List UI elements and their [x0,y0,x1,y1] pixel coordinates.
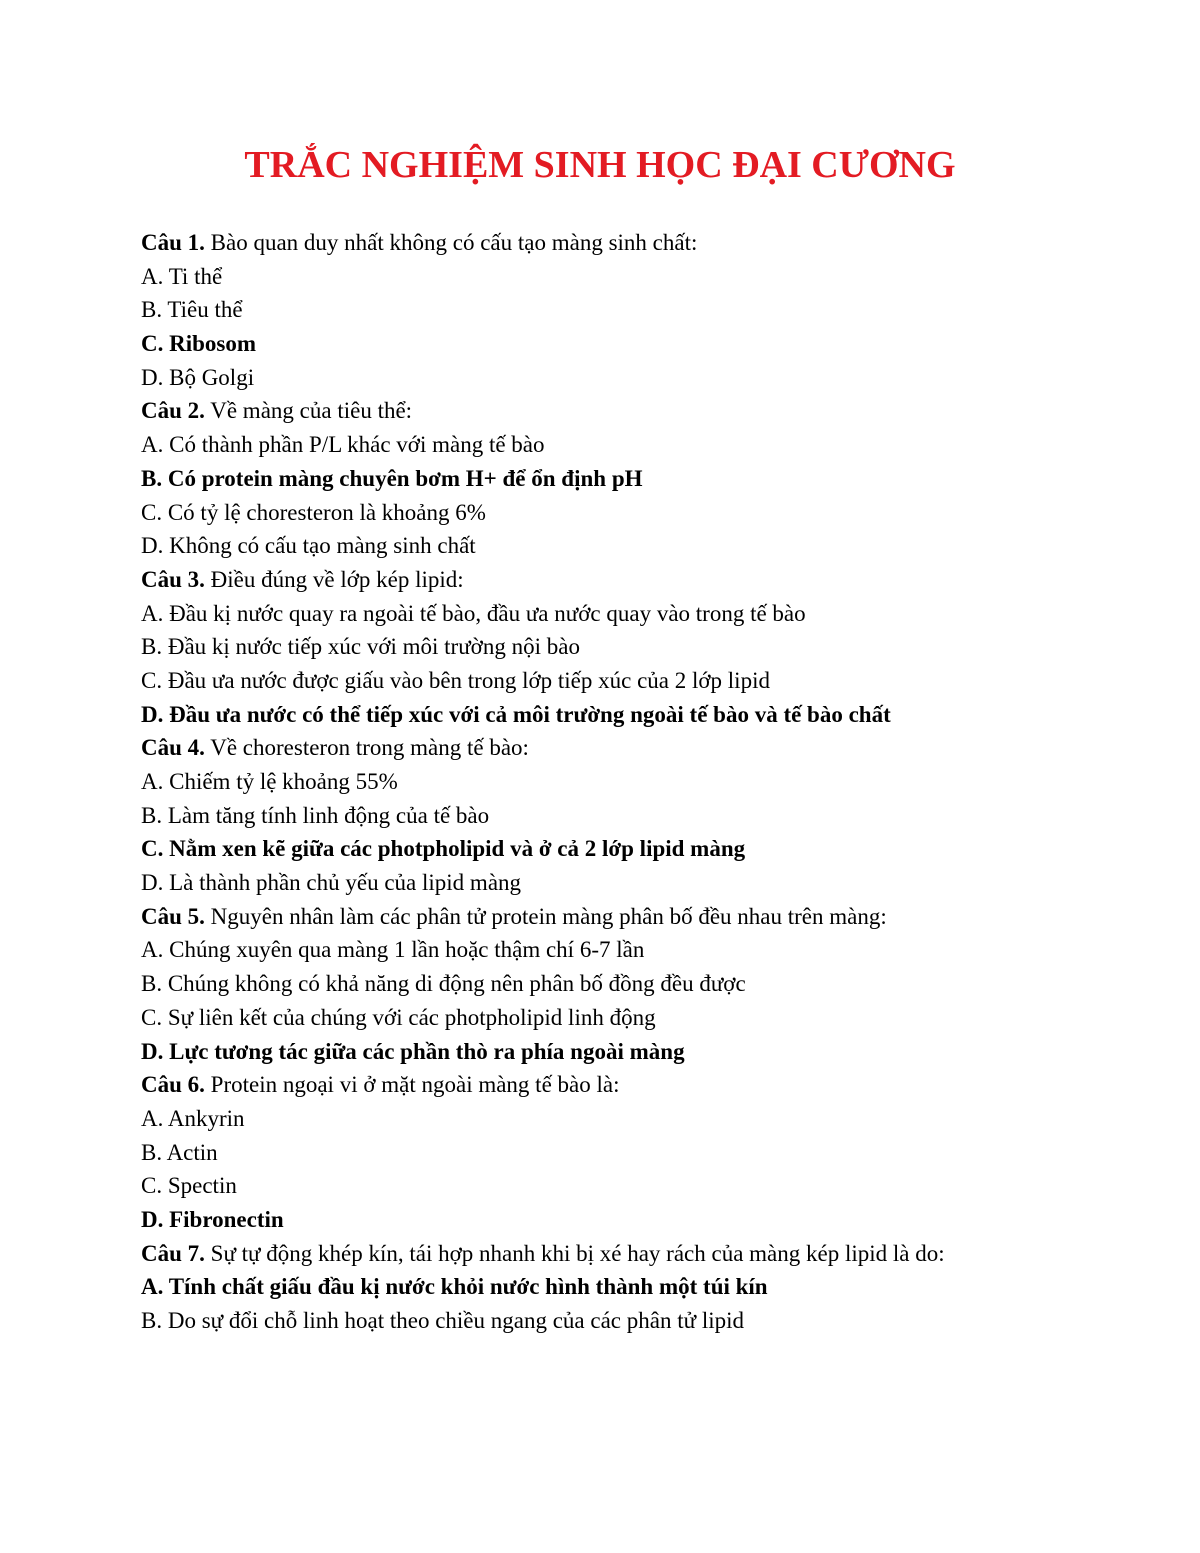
question-text: Về màng của tiêu thể: [204,398,413,424]
answer-option: C. Sự liên kết của chúng với các photpholipid linh động [141,1004,656,1030]
answer-option-correct: C. Ribosom [141,331,257,357]
question-text: Bào quan duy nhất không có cấu tạo màng sinh chất: [204,230,698,255]
question-number: Câu 2. [141,398,205,424]
question-7 [141,1237,1101,1271]
question-number: Câu 4. [141,735,205,761]
answer-option: D. Không có cấu tạo màng sinh chất [141,533,476,559]
answer-option: B. Do sự đổi chỗ linh hoạt theo chiều ngang của các phân tử lipid [141,1308,744,1333]
question-number: Câu 5. [141,903,205,929]
question-text: Điều đúng về lớp kép lipid: [204,566,464,592]
answer-option: A. Chiếm tỷ lệ khoảng 55% [141,769,398,794]
question-6 [141,1068,1101,1102]
question-text: Nguyên nhân làm các phân tử protein màng phân bố đều nhau trên màng: [204,903,887,929]
answer-option: A. Chúng xuyên qua màng 1 lần hoặc thậm chí 6-7 lần [141,937,645,963]
answer-option: C. Có tỷ lệ choresteron là khoảng 6% [141,499,486,525]
question-number: Câu 6. [141,1072,205,1098]
answer-option: A. Ankyrin [141,1105,245,1131]
answer-option: A. Ti thể [141,263,223,289]
answer-option: B. Làm tăng tính linh động của tế bào [141,802,490,828]
question-text: Sự tự động khép kín, tái hợp nhanh khi bị xé hay rách của màng kép lipid là do: [204,1240,945,1266]
answer-option: C. Spectin [141,1173,237,1199]
answer-option-correct: B. Có protein màng chuyên bơm H+ để ổn định pH [141,465,643,491]
question-5 [141,900,1101,934]
document-title: TRẮC NGHIỆM SINH HỌC ĐẠI CƯƠNG [244,144,956,186]
question-number: Câu 7. [141,1240,205,1266]
answer-option-correct: D. Lực tương tác giữa các phần thò ra phía ngoài màng [141,1038,685,1064]
question-number: Câu 1. [141,230,205,255]
question-text: Về choresteron trong màng tế bào: [204,735,529,761]
answer-option: B. Tiêu thể [141,297,243,323]
answer-option-correct: C. Nằm xen kẽ giữa các photpholipid và ở cả 2 lớp lipid màng [141,836,746,862]
question-1 [141,226,1101,260]
question-text: Protein ngoại vi ở mặt ngoài màng tế bào là: [204,1072,620,1098]
answer-option: C. Đầu ưa nước được giấu vào bên trong lớp tiếp xúc của 2 lớp lipid [141,667,770,693]
answer-option: D. Bộ Golgi [141,364,255,390]
answer-option: A. Có thành phần P/L khác với màng tế bào [141,432,545,458]
answer-option: B. Đầu kị nước tiếp xúc với môi trường nội bào [141,634,580,660]
answer-option: B. Actin [141,1139,218,1165]
answer-option: B. Chúng không có khả năng di động nên phân bố đồng đều được [141,971,746,997]
question-3 [141,563,1101,597]
question-2 [141,394,1101,428]
answer-option: A. Đầu kị nước quay ra ngoài tế bào, đầu ưa nước quay vào trong tế bào [141,600,806,626]
answer-option-correct: D. Fibronectin [141,1206,284,1232]
answer-option-correct: A. Tính chất giấu đầu kị nước khỏi nước hình thành một túi kín [141,1274,768,1300]
question-list [141,226,1101,1338]
question-4 [141,731,1101,765]
question-number: Câu 3. [141,566,205,592]
answer-option: D. Là thành phần chủ yếu của lipid màng [141,870,522,896]
answer-option-correct: D. Đầu ưa nước có thể tiếp xúc với cả môi trường ngoài tế bào và tế bào chất [141,701,891,727]
